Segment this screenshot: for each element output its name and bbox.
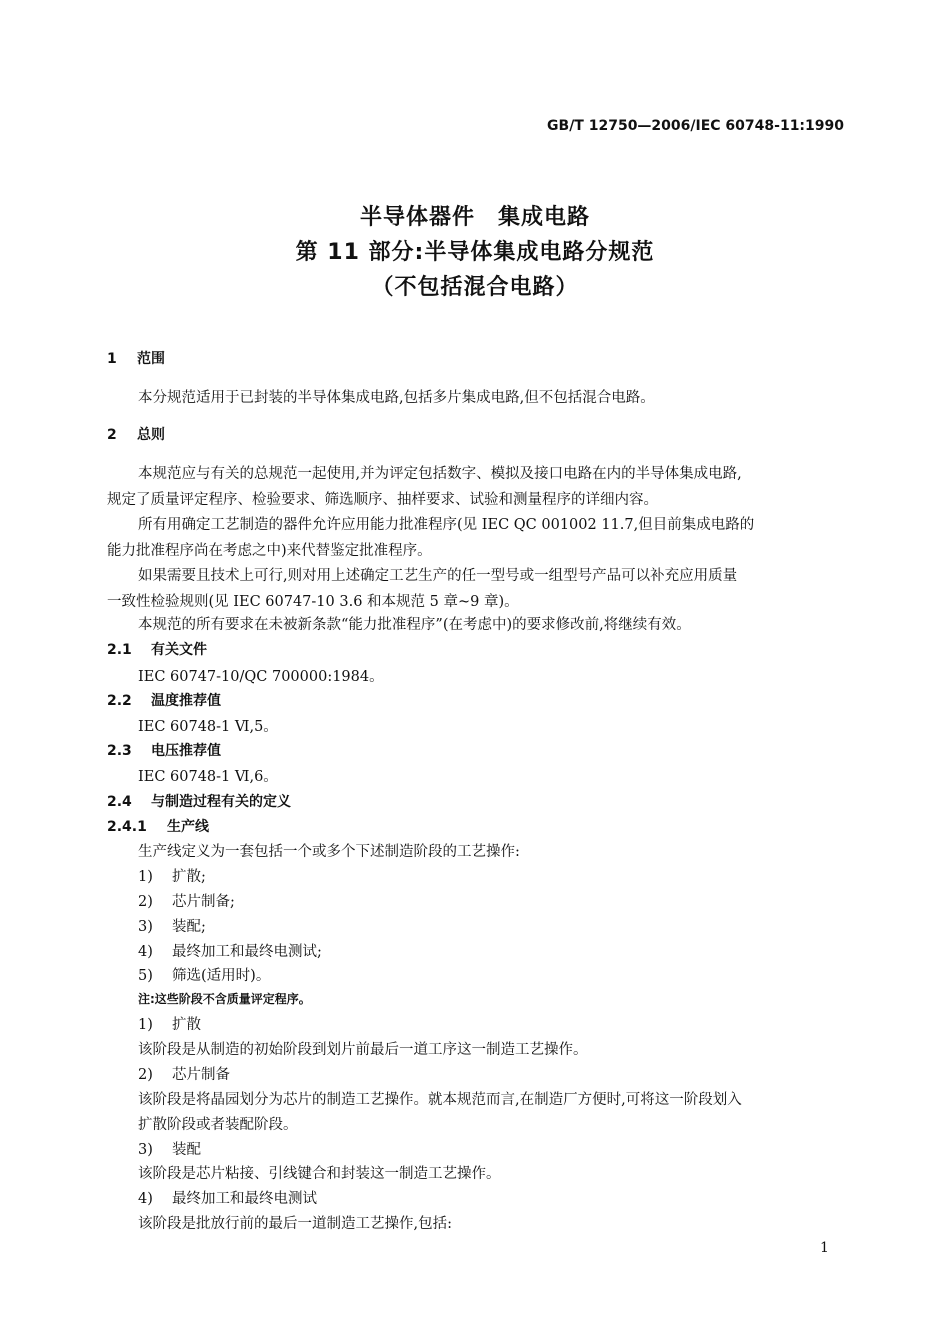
section-1-heading <box>107 348 165 368</box>
paragraph: 本分规范适用于已封装的半导体集成电路,包括多片集成电路,但不包括混合电路。 <box>138 390 655 406</box>
definition-label: 1) <box>138 1017 153 1033</box>
list-item-label: 2) <box>138 894 153 910</box>
section-number: 2.4.1 <box>107 819 147 835</box>
section-2-heading <box>107 424 165 444</box>
paragraph-line: 所有用确定工艺制造的器件允许应用能力批准程序(见 IEC QC 001002 11.7,但目前集成电路的 <box>138 517 755 533</box>
section-title: 温度推荐值 <box>151 693 221 709</box>
section-title: 与制造过程有关的定义 <box>151 794 291 810</box>
definition-text: 该阶段是将晶园划分为芯片的制造工艺操作。就本规范而言,在制造厂方便时,可将这一阶段划入 <box>138 1092 742 1108</box>
section-title: 范围 <box>137 351 165 367</box>
list-item <box>138 915 206 936</box>
definition-label: 3) <box>138 1142 153 1158</box>
definition-text: 该阶段是批放行前的最后一道制造工艺操作,包括: <box>138 1216 452 1232</box>
definition-text: 扩散阶段或者装配阶段。 <box>138 1117 298 1133</box>
definition-heading <box>138 1063 230 1084</box>
paragraph: 生产线定义为一套包括一个或多个下述制造阶段的工艺操作: <box>138 844 520 860</box>
list-item-label: 5) <box>138 968 153 984</box>
definition-heading <box>138 1187 317 1208</box>
definition-heading <box>138 1138 201 1159</box>
definition-label: 2) <box>138 1067 153 1083</box>
definition-text: 该阶段是芯片粘接、引线键合和封装这一制造工艺操作。 <box>138 1166 501 1182</box>
definition-title: 扩散 <box>172 1017 201 1033</box>
paragraph-line: 规定了质量评定程序、检验要求、筛选顺序、抽样要求、试验和测量程序的详细内容。 <box>107 492 658 508</box>
definition-title: 装配 <box>172 1142 201 1158</box>
section-title: 总则 <box>137 427 165 443</box>
section-title: 生产线 <box>167 819 209 835</box>
section-title: 有关文件 <box>151 642 207 658</box>
section-body: IEC 60748-1 Ⅵ,6。 <box>138 769 278 785</box>
list-item <box>138 940 322 961</box>
note: 注:这些阶段不含质量评定程序。 <box>138 992 311 1006</box>
doc-title-line2: 第 11 部分:半导体集成电路分规范 <box>295 240 655 265</box>
paragraph-line: 一致性检验规则(见 IEC 60747-10 3.6 和本规范 5 章~9 章)。 <box>107 594 519 610</box>
section-2-4-1-heading <box>107 816 209 836</box>
definition-label: 4) <box>138 1191 153 1207</box>
section-2-4-heading <box>107 791 291 811</box>
section-body: IEC 60748-1 Ⅵ,5。 <box>138 719 278 735</box>
section-number: 2.1 <box>107 642 132 658</box>
list-item <box>138 964 270 985</box>
list-item-text: 最终加工和最终电测试; <box>172 944 322 960</box>
section-number: 2 <box>107 427 117 443</box>
list-item-text: 扩散; <box>172 869 206 885</box>
doc-title-line1: 半导体器件 集成电路 <box>359 205 590 230</box>
definition-text: 该阶段是从制造的初始阶段到划片前最后一道工序这一制造工艺操作。 <box>138 1042 588 1058</box>
paragraph-line: 如果需要且技术上可行,则对用上述确定工艺生产的任一型号或一组型号产品可以补充应用质量 <box>138 568 738 584</box>
paragraph-line: 本规范的所有要求在未被新条款“能力批准程序”(在考虑中)的要求修改前,将继续有效。 <box>138 617 691 633</box>
page-number: 1 <box>820 1240 829 1256</box>
section-number: 1 <box>107 351 117 367</box>
list-item-text: 装配; <box>172 919 206 935</box>
list-item-text: 筛选(适用时)。 <box>172 968 271 984</box>
section-number: 2.2 <box>107 693 132 709</box>
list-item-label: 4) <box>138 944 153 960</box>
definition-title: 芯片制备 <box>172 1067 230 1083</box>
list-item-label: 3) <box>138 919 153 935</box>
standard-number: GB/T 12750—2006/IEC 60748-11:1990 <box>547 118 844 134</box>
section-body: IEC 60747-10/QC 700000:1984。 <box>138 669 384 685</box>
section-title: 电压推荐值 <box>151 743 221 759</box>
paragraph-line: 本规范应与有关的总规范一起使用,并为评定包括数字、模拟及接口电路在内的半导体集成电路, <box>138 466 742 482</box>
list-item-label: 1) <box>138 869 153 885</box>
doc-title-line3: （不包括混合电路） <box>371 275 579 300</box>
section-number: 2.3 <box>107 743 132 759</box>
section-2-2-heading <box>107 690 221 710</box>
list-item <box>138 865 206 886</box>
definition-title: 最终加工和最终电测试 <box>172 1191 317 1207</box>
list-item-text: 芯片制备; <box>172 894 235 910</box>
section-number: 2.4 <box>107 794 132 810</box>
definition-heading <box>138 1013 201 1034</box>
section-2-3-heading <box>107 740 221 760</box>
paragraph-line: 能力批准程序尚在考虑之中)来代替鉴定批准程序。 <box>107 543 432 559</box>
section-2-1-heading <box>107 639 207 659</box>
list-item <box>138 890 235 911</box>
